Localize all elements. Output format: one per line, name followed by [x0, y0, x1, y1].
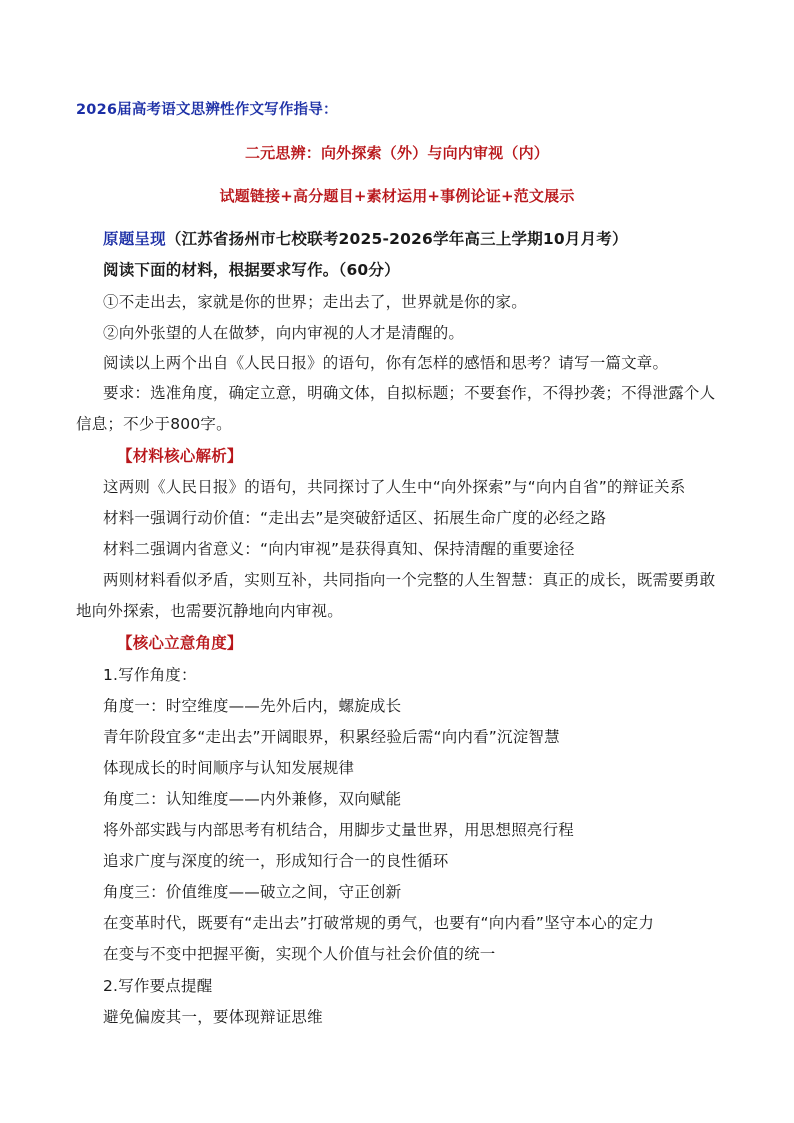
angle-2-point-2: 追求广度与深度的统一，形成知行合一的良性循环	[103, 852, 449, 870]
angle-2-title: 角度二：认知维度——内外兼修，双向赋能	[103, 790, 402, 808]
analysis-paragraph-1: 这两则《人民日报》的语句，共同探讨了人生中“向外探索”与“向内自省”的辩证关系	[103, 478, 686, 496]
source-detail: （江苏省扬州市七校联考2025-2026学年高三上学期10月月考）	[165, 230, 628, 248]
subtitle-secondary: 试题链接+高分题目+素材运用+事例论证+范文展示	[219, 187, 575, 205]
angle-3-title: 角度三：价值维度——破立之间，守正创新	[103, 883, 402, 901]
subtitle: 二元思辨：向外探索（外）与向内审视（内）	[244, 144, 549, 162]
analysis-paragraph-4: 两则材料看似矛盾，实则互补，共同指向一个完整的人生智慧：真正的成长，既需要勇敢	[103, 571, 716, 589]
angle-3-point-1: 在变革时代，既要有“走出去”打破常规的勇气，也要有“向内看”坚守本心的定力	[103, 914, 655, 932]
analysis-paragraph-3: 材料二强调内省意义：“向内审视”是获得真知、保持清醒的重要途径	[103, 540, 575, 558]
prompt-requirement-2: 信息；不少于800字。	[76, 415, 232, 433]
prompt-instruction: 阅读下面的材料，根据要求写作。（60分）	[103, 261, 400, 279]
analysis-heading: 【材料核心解析】	[117, 447, 243, 465]
angle-1-title: 角度一：时空维度——先外后内，螺旋成长	[103, 697, 402, 715]
writing-tip-1: 避免偏废其一，要体现辩证思维	[103, 1008, 323, 1026]
prompt-question: 阅读以上两个出自《人民日报》的语句，你有怎样的感悟和思考？请写一篇文章。	[103, 354, 669, 372]
angles-item-2-title: 2.写作要点提醒	[103, 977, 213, 995]
angle-2-point-1: 将外部实践与内部思考有机结合，用脚步丈量世界，用思想照亮行程	[103, 821, 575, 839]
angle-1-point-1: 青年阶段宜多“走出去”开阔眼界，积累经验后需“向内看”沉淀智慧	[103, 728, 560, 746]
angle-1-point-2: 体现成长的时间顺序与认知发展规律	[103, 759, 355, 777]
material-2: ②向外张望的人在做梦，向内审视的人才是清醒的。	[103, 324, 465, 342]
analysis-paragraph-4-cont: 地向外探索，也需要沉静地向内审视。	[76, 602, 343, 620]
angles-heading: 【核心立意角度】	[117, 634, 243, 652]
angle-3-point-2: 在变与不变中把握平衡，实现个人价值与社会价值的统一	[103, 945, 496, 963]
angles-item-1-title: 1.写作角度：	[103, 666, 197, 684]
source-line	[103, 229, 628, 249]
source-label: 原题呈现	[103, 230, 166, 248]
analysis-paragraph-2: 材料一强调行动价值：“走出去”是突破舒适区、拓展生命广度的必经之路	[103, 509, 607, 527]
prompt-requirement-1: 要求：选准角度，确定立意，明确文体，自拟标题；不要套作，不得抄袭；不得泄露个人	[103, 384, 716, 402]
material-1: ①不走出去，家就是你的世界；走出去了，世界就是你的家。	[103, 293, 527, 311]
document-title: 2026届高考语文思辨性作文写作指导：	[76, 102, 338, 118]
